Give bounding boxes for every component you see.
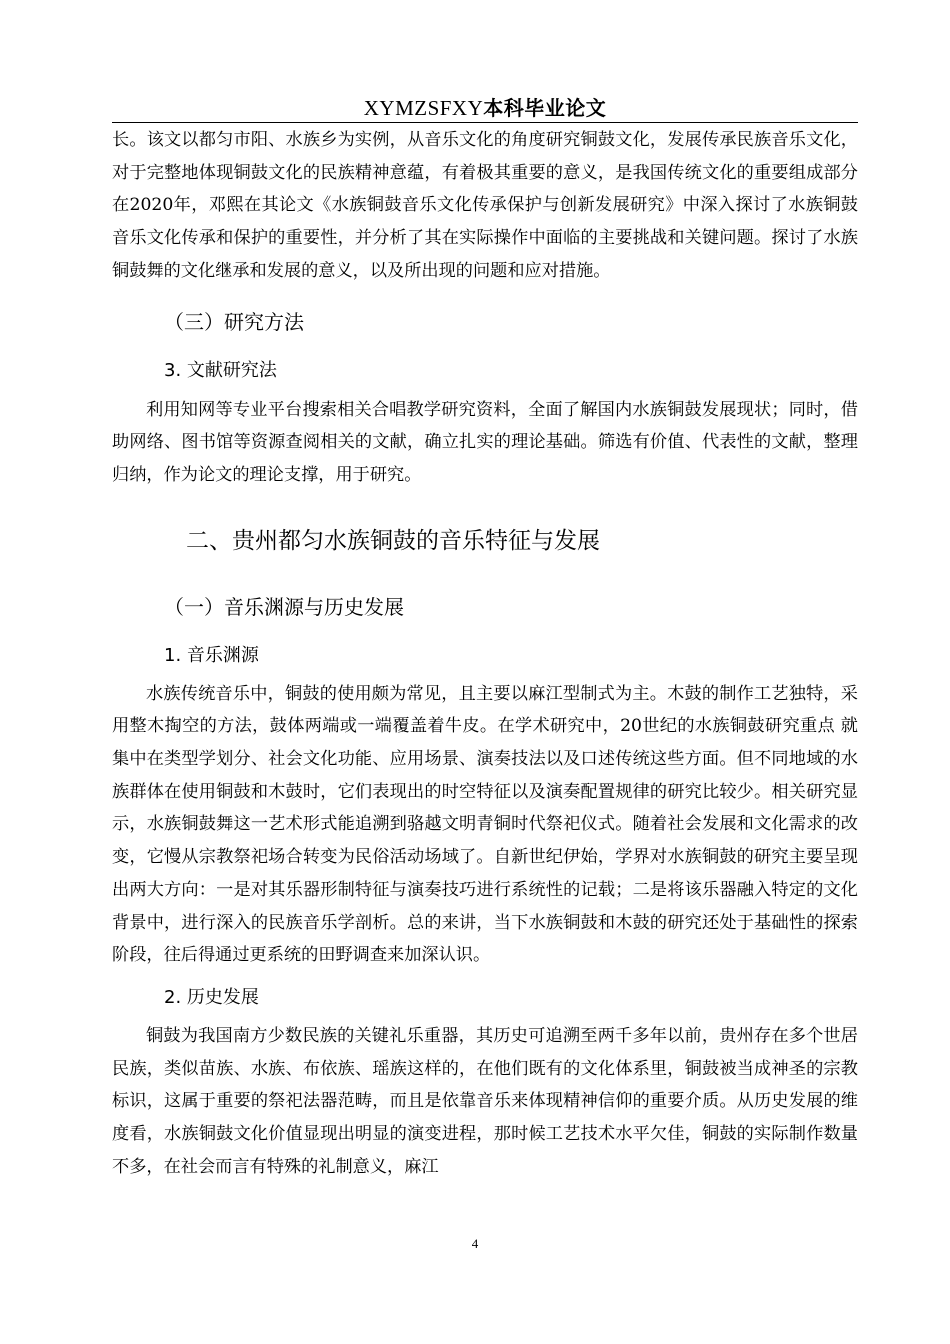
paragraph-literature: 利用知网等专业平台搜索相关合唱教学研究资料，全面了解国内水族铜鼓发展现状；同时，借助网络、图书馆等资源查阅相关的文献，确立扎实的理论基础。筛选有价值、代表性的文献，整理归纳，作为论文的理论支撑，用于研究。 bbox=[112, 399, 858, 485]
paragraph-continued: 长。该文以都匀市阳、水族乡为实例，从音乐文化的角度研究铜鼓文化，发展传承民族音乐文化，对于完整地体现铜鼓文化的民族精神意蕴，有着极其重要的意义，是我国传统文化的重要组成部分在2020年，邓熙在其论文《水族铜鼓音乐文化传承保护与创新发展研究》中深入探讨了水族铜鼓音乐文化传承和保护的重要性，并分析了其在实际操作中面临的主要挑战和关键问题。探讨了水族铜鼓舞的文化继承和发展的意义，以及所出现的问题和应对措施。 bbox=[112, 130, 858, 281]
header-title: 本科毕业论文 bbox=[483, 96, 607, 120]
page-number: 4 bbox=[471, 1236, 479, 1251]
section-heading-methods: （三）研究方法 bbox=[164, 309, 304, 334]
running-header bbox=[112, 94, 858, 122]
subsection-heading-history: 2. 历史发展 bbox=[164, 986, 259, 1008]
section-heading-origin-history: （一）音乐渊源与历史发展 bbox=[164, 594, 404, 619]
chapter-heading: 二、贵州都匀水族铜鼓的音乐特征与发展 bbox=[186, 527, 600, 554]
subsection-heading-literature: 3. 文献研究法 bbox=[164, 359, 277, 381]
paragraph-origin: 水族传统音乐中，铜鼓的使用颇为常见，且主要以麻江型制式为主。木鼓的制作工艺独特，采用整木掏空的方法，鼓体两端或一端覆盖着牛皮。在学术研究中，20世纪的水族铜鼓研究重点 就集中在类型学划分、社会文化功能、应用场景、演奏技法以及口述传统这些方面。但不同地域的水族群体在使用铜鼓和木鼓时，它们表现出的时空特征以及演奏配置规律的研究比较少。相关研究显示，水族铜鼓舞这一艺术形式能追溯到骆越文明青铜时代祭祀仪式。随着社会发展和文化需求的改变，它慢从宗教祭祀场合转变为民俗活动场域了。自新世纪伊始，学界对水族铜鼓的研究主要呈现出两大方向：一是对其乐器形制特征与演奏技巧进行系统性的记载；二是将该乐器融入特定的文化背景中，进行深入的民族音乐学剖析。总的来讲，当下水族铜鼓和木鼓的研究还处于基础性的探索阶段，往后得通过更系统的田野调查来加深认识。 bbox=[112, 683, 858, 966]
header-code: XYMZSFXY bbox=[363, 96, 484, 120]
paragraph-history: 铜鼓为我国南方少数民族的关键礼乐重器，其历史可追溯至两千多年以前，贵州存在多个世居民族，类似苗族、水族、布依族、瑶族这样的，在他们既有的文化体系里，铜鼓被当成神圣的宗教标识，这属于重要的祭祀法器范畴，而且是依靠音乐来体现精神信仰的重要介质。从历史发展的维度看，水族铜鼓文化价值显现出明显的演变进程，那时候工艺技术水平欠佳，铜鼓的实际制作数量不多，在社会而言有特殊的礼制意义，麻江 bbox=[112, 1025, 858, 1177]
page-body bbox=[112, 120, 858, 1183]
subsection-heading-origin: 1. 音乐渊源 bbox=[164, 644, 259, 666]
